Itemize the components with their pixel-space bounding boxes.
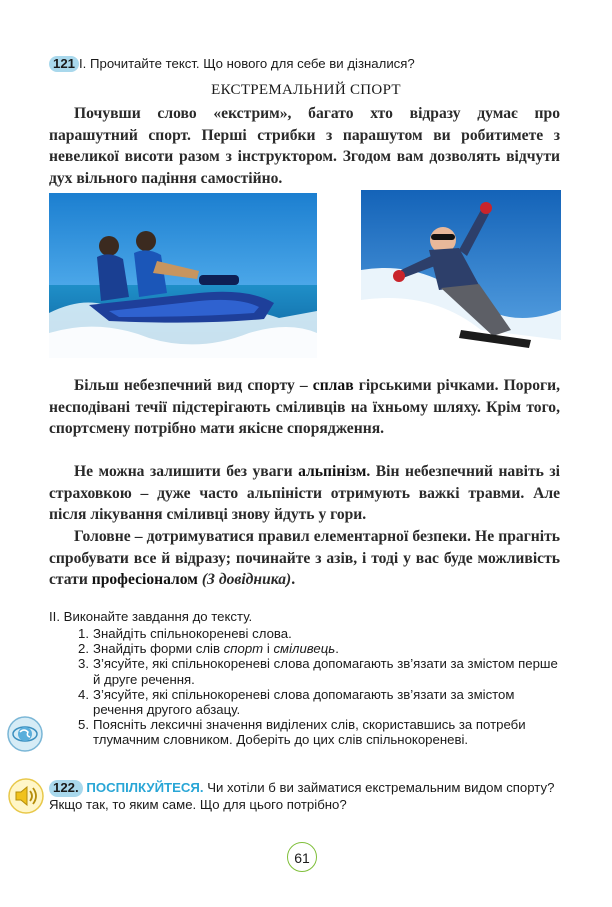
exercise-121-header	[49, 56, 569, 72]
task-item	[78, 687, 568, 717]
paragraph-4-end: .	[291, 571, 296, 588]
task-text-post: .	[335, 641, 339, 657]
paragraph-1-text: Почувши слово «екстрим», багато хто відразу думає про парашутний спорт. Перші стрибки з парашутом ви робитимете з невеликої висоти разом з інструктором. Згодом вам дозволять відчути дух вільного падіння самостійно.	[49, 105, 560, 187]
text-title: ЕКСТРЕМАЛЬНИЙ СПОРТ	[211, 82, 401, 98]
task-list	[78, 626, 568, 748]
task-number: 2.	[78, 641, 89, 657]
task-word-sport: спорт	[223, 641, 264, 657]
highlight-alpinism: альпінізм	[298, 463, 367, 480]
task-text: Знайдіть форми слів	[93, 641, 224, 657]
task-text: Поясніть лексичні значення виділених слів, скориставшись за потреби тлумачним словником. Доберіть до цих слів спільнокореневі.	[93, 717, 526, 748]
exercise-roman: І.	[79, 56, 87, 71]
paragraph-1	[49, 103, 560, 189]
highlight-splav: сплав	[312, 377, 354, 394]
highlight-professional: професіоналом	[91, 571, 198, 588]
task-number: 3.	[78, 656, 89, 672]
task-word-brave: сміливець	[273, 641, 336, 657]
speaker-icon	[7, 777, 45, 815]
globe-icon	[6, 715, 44, 753]
paragraph-2-text-b: гірськими річками. Пороги, несподівані течії підстерігають сміливців на їхньому шляху. Крім того, спортсмену потрібно мати якісне спорядження.	[49, 377, 560, 437]
paragraph-2-text-a: Більш небезпечний вид спорту –	[74, 377, 313, 394]
task-2-header: ІІ. Виконайте завдання до тексту.	[49, 609, 253, 624]
task-item	[78, 641, 568, 656]
task-text: Знайдіть спільнокореневі слова.	[93, 626, 292, 641]
exercise-122-text: Чи хотіли б ви займатися екстремальним видом спорту? Якщо так, то яким саме. Що для цього потрібно?	[49, 780, 555, 812]
task-text: З’ясуйте, які спільнокореневі слова допомагають зв’язати за змістом речення другого абзацу.	[93, 686, 515, 718]
paragraph-3-text-a: Не можна залишити без уваги	[74, 463, 299, 480]
task-text-mid: і	[263, 641, 274, 657]
task-item	[78, 717, 568, 747]
page-number: 61	[287, 842, 317, 872]
paragraph-3	[49, 461, 560, 526]
snowboard-photo	[361, 190, 561, 358]
paragraph-4-text-a: Головне – дотримуватися правил елементарної безпеки. Не прагніть спробувати все й відразу; починайте з азів, і тоді у вас буде можливість стати	[49, 528, 560, 588]
task-number: 4.	[78, 686, 89, 702]
paragraph-2	[49, 375, 560, 440]
exercise-122-label: ПОСПІЛКУЙТЕСЯ.	[86, 780, 204, 795]
exercise-instruction: Прочитайте текст. Що нового для себе ви дізналися?	[90, 56, 415, 71]
exercise-122	[49, 780, 569, 813]
paragraph-4	[49, 526, 560, 591]
exercise-122-number-badge: 122.	[49, 780, 83, 797]
task-number: 5.	[78, 717, 89, 733]
source-reference: (З довідника)	[197, 571, 292, 588]
task-item	[78, 626, 568, 641]
paragraph-3-text-b: . Він небезпечний навіть зі страховкою – дуже часто альпіністи отримують важкі травми. Але після лікування сміливці знову йдуть у гори.	[49, 463, 560, 523]
task-number: 1.	[78, 626, 89, 641]
jet-ski-photo	[49, 193, 317, 358]
task-item	[78, 656, 568, 686]
task-text: З’ясуйте, які спільнокореневі слова допомагають зв’язати за змістом перше й друге речення.	[93, 656, 558, 687]
exercise-number-badge: 121	[49, 56, 79, 72]
